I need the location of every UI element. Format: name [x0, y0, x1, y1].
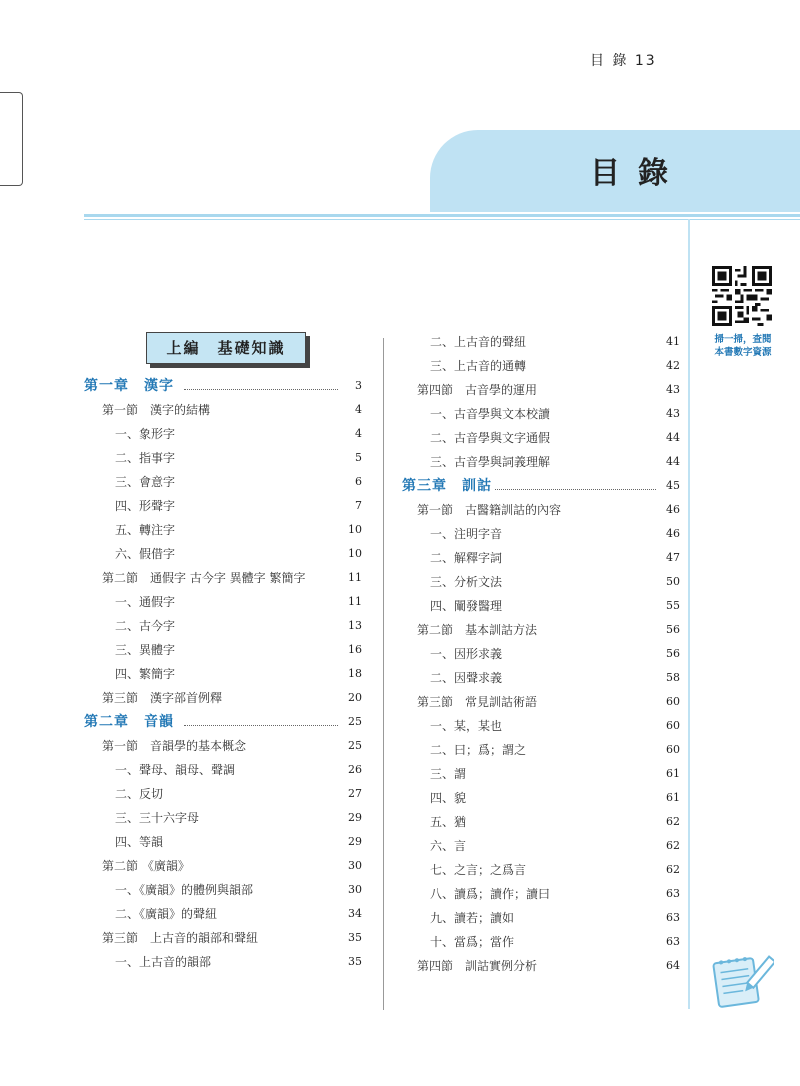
toc-entry-item[interactable]	[115, 952, 362, 972]
toc-entry-section[interactable]	[102, 400, 362, 420]
toc-page-number: 43	[666, 407, 680, 420]
toc-entry-label: 第三節 漢字部首例釋	[102, 691, 223, 705]
toc-entry-label: 一、《廣韻》的體例與韻部	[115, 883, 254, 897]
toc-entry-label: 第三章 訓詁	[402, 478, 492, 494]
margin-rule	[688, 219, 690, 1009]
toc-entry-label: 四、闡發醫理	[430, 599, 503, 613]
toc-entry-chapter[interactable]	[84, 376, 362, 396]
toc-entry-item[interactable]	[115, 784, 362, 804]
toc-page-number: 56	[666, 623, 680, 636]
toc-page-number: 4	[355, 403, 362, 416]
toc-entry-section[interactable]	[102, 688, 362, 708]
toc-entry-item[interactable]	[115, 808, 362, 828]
toc-page-number: 20	[348, 691, 362, 704]
toc-entry-label: 第一節 漢字的結構	[102, 403, 211, 417]
toc-entry-item[interactable]	[430, 428, 680, 448]
toc-entry-label: 二、解釋字詞	[430, 551, 503, 565]
toc-page-number: 58	[666, 671, 680, 684]
toc-entry-section[interactable]	[102, 856, 362, 876]
dot-leader	[184, 725, 338, 726]
toc-page-number: 43	[666, 383, 680, 396]
toc-page-number: 30	[348, 859, 362, 872]
toc-entry-label: 三、古音學與詞義理解	[430, 455, 551, 469]
toc-entry-label: 第四節 訓詁實例分析	[417, 959, 538, 973]
toc-page-number: 18	[348, 667, 362, 680]
toc-entry-chapter[interactable]	[402, 476, 680, 496]
toc-entry-label: 一、上古音的韻部	[115, 955, 212, 969]
toc-page-number: 44	[666, 455, 680, 468]
toc-entry-label: 一、通假字	[115, 595, 176, 609]
toc-entry-item[interactable]	[430, 740, 680, 760]
toc-entry-item[interactable]	[430, 716, 680, 736]
toc-entry-label: 三、謂	[430, 767, 467, 781]
toc-page-number: 13	[348, 619, 362, 632]
toc-entry-label: 三、異體字	[115, 643, 176, 657]
toc-page-number: 47	[666, 551, 680, 564]
toc-entry-label: 二、古音學與文字通假	[430, 431, 551, 445]
divider-line	[84, 214, 800, 217]
toc-entry-section[interactable]	[417, 500, 680, 520]
toc-entry-label: 五、猶	[430, 815, 467, 829]
toc-entry-item[interactable]	[430, 788, 680, 808]
toc-entry-label: 二、指事字	[115, 451, 176, 465]
toc-entry-section[interactable]	[102, 736, 362, 756]
toc-page-number: 11	[348, 595, 362, 608]
toc-page-number: 64	[666, 959, 680, 972]
toc-entry-item[interactable]	[430, 572, 680, 592]
toc-page-number: 42	[666, 359, 680, 372]
toc-entry-item[interactable]	[430, 548, 680, 568]
toc-entry-item[interactable]	[115, 904, 362, 924]
toc-entry-label: 二、曰；爲；謂之	[430, 743, 527, 757]
toc-page-number: 60	[666, 743, 680, 756]
toc-entry-label: 三、上古音的通轉	[430, 359, 527, 373]
toc-page-number: 34	[348, 907, 362, 920]
toc-entry-label: 五、轉注字	[115, 523, 176, 537]
toc-entry-item[interactable]	[115, 592, 362, 612]
toc-page-number: 29	[348, 835, 362, 848]
toc-entry-label: 第一節 古醫籍訓詁的內容	[417, 503, 562, 517]
toc-page-number: 60	[666, 719, 680, 732]
toc-entry-label: 六、言	[430, 839, 467, 853]
dot-leader	[184, 389, 338, 390]
toc-entry-label: 第一節 音韻學的基本概念	[102, 739, 247, 753]
toc-page-number: 10	[348, 523, 362, 536]
running-header: 目 錄 13	[590, 53, 657, 69]
toc-page-number: 3	[355, 379, 362, 392]
toc-page-number: 55	[666, 599, 680, 612]
column-divider	[383, 338, 384, 1010]
toc-page-number: 35	[348, 955, 362, 968]
part-heading: 上編 基礎知識	[146, 332, 306, 364]
toc-page-number: 29	[348, 811, 362, 824]
toc-entry-label: 第二節 基本訓詁方法	[417, 623, 538, 637]
toc-entry-label: 第二節 《廣韻》	[102, 859, 190, 873]
toc-page-number: 46	[666, 503, 680, 516]
toc-entry-item[interactable]	[115, 424, 362, 444]
toc-entry-item[interactable]	[430, 332, 680, 352]
toc-entry-item[interactable]	[430, 836, 680, 856]
toc-page-number: 25	[348, 739, 362, 752]
toc-entry-label: 一、古音學與文本校讀	[430, 407, 551, 421]
toc-entry-item[interactable]	[430, 812, 680, 832]
toc-page-number: 63	[666, 935, 680, 948]
toc-entry-label: 第三節 上古音的韻部和聲紐	[102, 931, 259, 945]
toc-entry-item[interactable]	[430, 884, 680, 904]
toc-entry-item[interactable]	[115, 760, 362, 780]
qr-caption-line: 掃一掃，查閱	[714, 334, 772, 345]
toc-entry-label: 九、讀若；讀如	[430, 911, 515, 925]
toc-entry-label: 十、當爲；當作	[430, 935, 515, 949]
toc-entry-item[interactable]	[115, 664, 362, 684]
toc-page-number: 41	[666, 335, 680, 348]
toc-page-number: 25	[348, 715, 362, 728]
toc-page-number: 63	[666, 887, 680, 900]
toc-page-number: 50	[666, 575, 680, 588]
toc-entry-label: 四、繁簡字	[115, 667, 176, 681]
toc-entry-section[interactable]	[102, 928, 362, 948]
toc-page-number: 46	[666, 527, 680, 540]
toc-entry-item[interactable]	[430, 524, 680, 544]
toc-page-number: 6	[355, 475, 362, 488]
toc-entry-label: 第三節 常見訓詁術語	[417, 695, 538, 709]
toc-entry-item[interactable]	[115, 448, 362, 468]
toc-page-number: 30	[348, 883, 362, 896]
qr-code-icon[interactable]	[712, 266, 772, 326]
toc-page-number: 11	[348, 571, 362, 584]
toc-entry-label: 四、貌	[430, 791, 467, 805]
toc-page-number: 60	[666, 695, 680, 708]
toc-entry-chapter[interactable]	[84, 712, 362, 732]
toc-entry-item[interactable]	[115, 880, 362, 900]
toc-entry-label: 第四節 古音學的運用	[417, 383, 538, 397]
notepad-pencil-icon	[710, 952, 774, 1008]
toc-entry-label: 二、古今字	[115, 619, 176, 633]
toc-entry-item[interactable]	[115, 496, 362, 516]
toc-entry-item[interactable]	[430, 860, 680, 880]
toc-entry-label: 第二章 音韻	[84, 714, 174, 730]
toc-entry-label: 四、形聲字	[115, 499, 176, 513]
toc-page-number: 56	[666, 647, 680, 660]
qr-caption	[702, 333, 784, 359]
toc-page-number: 10	[348, 547, 362, 560]
toc-page-number: 7	[355, 499, 362, 512]
toc-entry-item[interactable]	[430, 356, 680, 376]
toc-page-number: 35	[348, 931, 362, 944]
toc-page-number: 4	[355, 427, 362, 440]
divider-line-thin	[84, 219, 800, 220]
toc-page-number: 26	[348, 763, 362, 776]
toc-entry-item[interactable]	[430, 596, 680, 616]
toc-entry-item[interactable]	[115, 472, 362, 492]
toc-page-number: 61	[666, 791, 680, 804]
toc-entry-section[interactable]	[417, 380, 680, 400]
qr-caption-line: 本書數字資源	[714, 347, 772, 358]
toc-entry-item[interactable]	[430, 764, 680, 784]
toc-entry-item[interactable]	[430, 668, 680, 688]
toc-entry-item[interactable]	[115, 616, 362, 636]
toc-page-number: 44	[666, 431, 680, 444]
toc-entry-label: 一、聲母、韻母、聲調	[115, 763, 236, 777]
page-title: 目錄	[590, 156, 686, 191]
toc-entry-label: 一、象形字	[115, 427, 176, 441]
toc-page-number: 61	[666, 767, 680, 780]
toc-entry-label: 一、因形求義	[430, 647, 503, 661]
toc-page-number: 27	[348, 787, 362, 800]
toc-entry-label: 二、反切	[115, 787, 164, 801]
toc-entry-item[interactable]	[115, 544, 362, 564]
toc-entry-label: 三、三十六字母	[115, 811, 200, 825]
toc-entry-item[interactable]	[115, 640, 362, 660]
toc-entry-label: 四、等韻	[115, 835, 164, 849]
toc-page-number: 62	[666, 839, 680, 852]
toc-page-number: 62	[666, 863, 680, 876]
toc-page-number: 5	[355, 451, 362, 464]
toc-entry-item[interactable]	[430, 908, 680, 928]
toc-entry-section[interactable]	[417, 620, 680, 640]
dot-leader	[495, 489, 656, 490]
toc-entry-label: 第二節 通假字 古今字 異體字 繁簡字	[102, 571, 306, 585]
toc-entry-item[interactable]	[115, 832, 362, 852]
toc-entry-label: 一、某，某也	[430, 719, 503, 733]
toc-entry-label: 二、《廣韻》的聲紐	[115, 907, 218, 921]
toc-entry-label: 第一章 漢字	[84, 378, 174, 394]
toc-entry-item[interactable]	[430, 452, 680, 472]
toc-entry-label: 一、注明字音	[430, 527, 503, 541]
page-edge-tab	[0, 92, 23, 186]
toc-entry-item[interactable]	[430, 932, 680, 952]
toc-entry-label: 三、分析文法	[430, 575, 503, 589]
toc-entry-label: 二、因聲求義	[430, 671, 503, 685]
toc-page-number: 63	[666, 911, 680, 924]
toc-entry-item[interactable]	[430, 404, 680, 424]
toc-page-number: 45	[666, 479, 680, 492]
toc-entry-section[interactable]	[417, 956, 680, 976]
toc-entry-section[interactable]	[417, 692, 680, 712]
toc-entry-label: 七、之言；之爲言	[430, 863, 527, 877]
toc-entry-item[interactable]	[430, 644, 680, 664]
toc-page-number: 62	[666, 815, 680, 828]
toc-entry-label: 八、讀爲；讀作；讀曰	[430, 887, 551, 901]
toc-entry-label: 三、會意字	[115, 475, 176, 489]
toc-entry-label: 六、假借字	[115, 547, 176, 561]
toc-entry-label: 二、上古音的聲紐	[430, 335, 527, 349]
toc-entry-item[interactable]	[115, 520, 362, 540]
toc-entry-section[interactable]	[102, 568, 362, 588]
toc-page-number: 16	[348, 643, 362, 656]
